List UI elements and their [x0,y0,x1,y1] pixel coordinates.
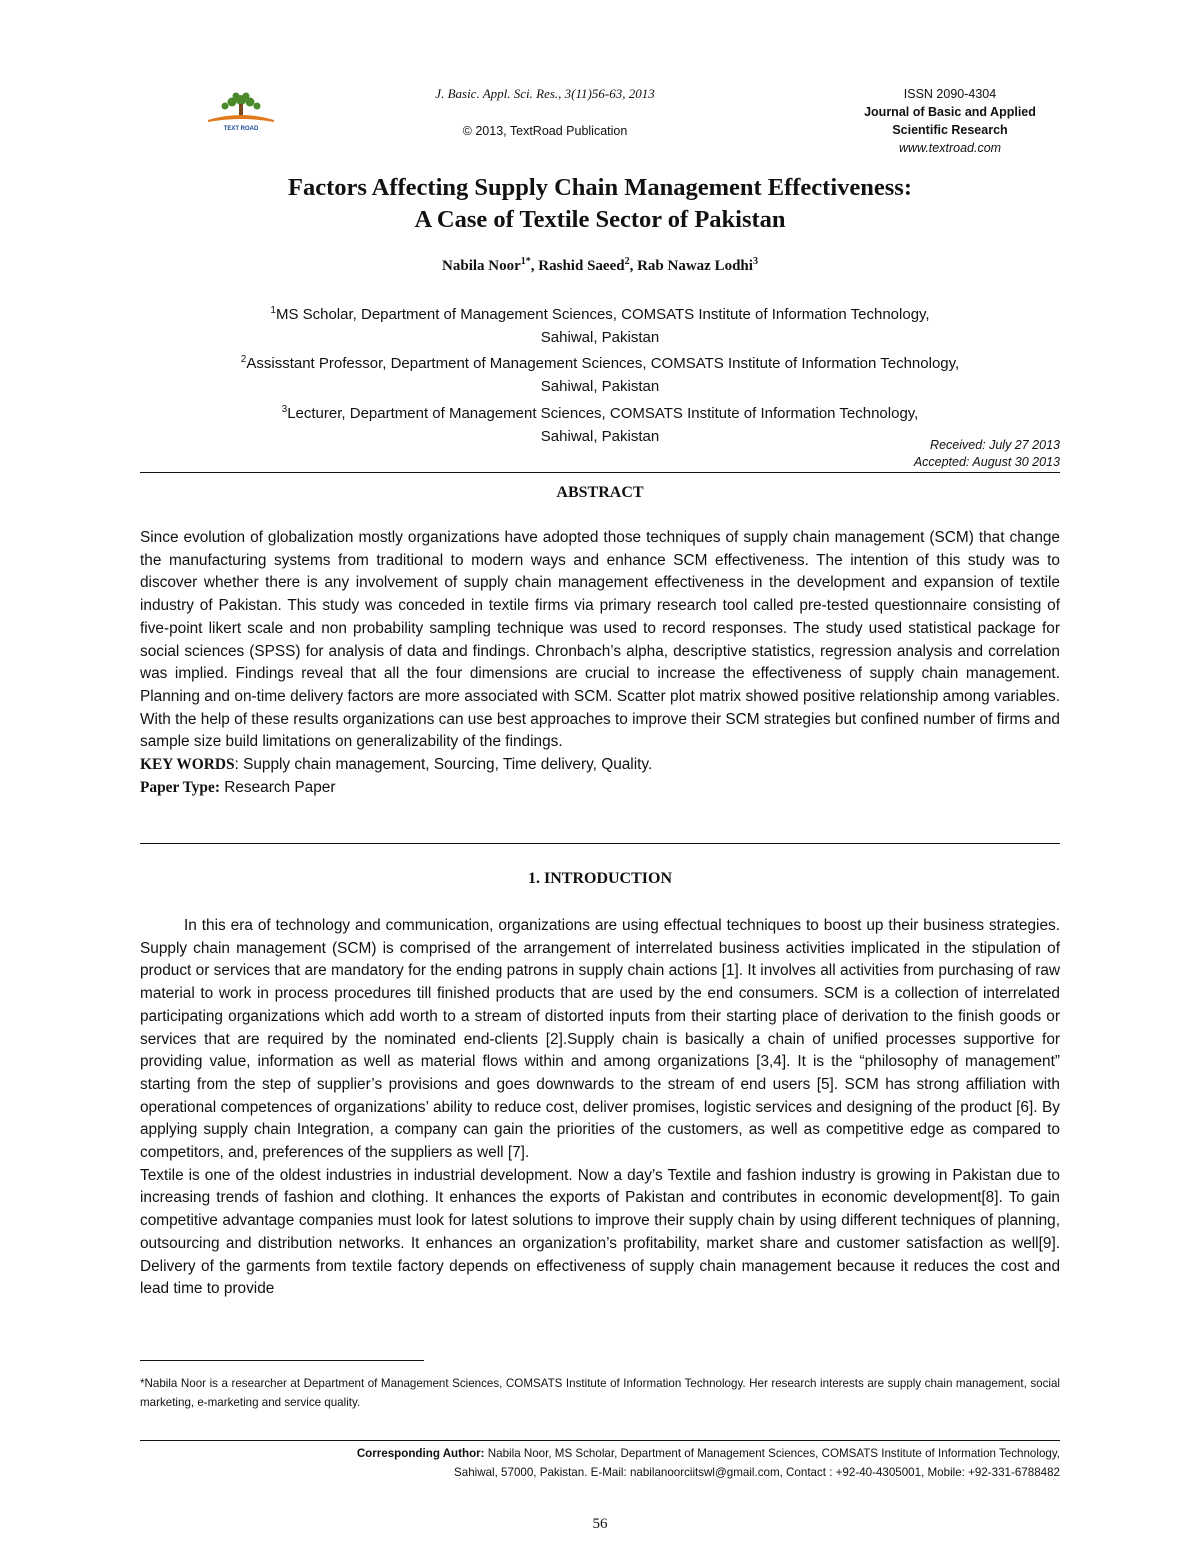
affiliation-mark: 1 [270,305,276,316]
title-line-1: Factors Affecting Supply Chain Management Effectiveness: [287,174,912,201]
corresponding-author [140,1444,1060,1482]
affiliation-mark: 3 [281,403,288,415]
author-1-mark: 1* [520,256,531,267]
issn: ISSN 2090-4304 [903,87,997,101]
author-separator: , [530,258,539,274]
affiliation-2-city: Sahiwal, Pakistan [540,378,660,396]
corresponding-line-1 [140,1444,1060,1463]
author-1: Nabila Noor [442,258,521,274]
keywords-label: KEY WORDS [140,756,235,774]
footnote-rule [140,1360,424,1361]
affiliation-text: Assisstant Professor, Department of Management Sciences, COMSATS Institute of Information Technology, [246,355,960,373]
corresponding-text: Nabila Noor, MS Scholar, Department of Management Sciences, COMSATS Institute of Information Technology, [484,1447,1060,1460]
abstract-heading: ABSTRACT [556,484,644,501]
introduction-paragraph-2: Textile is one of the oldest industries in industrial development. Now a day’s Textile and fashion industry is growing in Pakistan due to increasing trends of fashion and clothing. It enhances the exports of Pakistan and contributes in economic development[8]. To gain competitive advantage companies must look for latest solutions to improve their supply chain by using different techniques of planning, outsourcing and distribution networks. It enhances an organization’s profitability, market share and customer satisfaction as well[9]. Delivery of the garments from textile factory depends on effectiveness of supply chain management because it reduces the cost and lead time to provide [140,1166,1060,1298]
author-2: Rashid Saeed [538,258,625,274]
paper-title [140,172,1060,236]
copyright-line: © 2013, TextRoad Publication [462,124,628,138]
journal-name-line2: Scientific Research [892,123,1008,137]
title-line-2: A Case of Textile Sector of Pakistan [414,206,786,233]
affiliation-1-city: Sahiwal, Pakistan [540,328,660,346]
keywords-line [140,754,1060,777]
journal-name: Journal of Basic and Applied [864,105,1036,119]
accepted-date: Accepted: August 30 2013 [913,455,1060,469]
author-3: Rab Nawaz Lodhi [637,258,753,274]
divider-corresponding [140,1440,1060,1441]
author-list [140,256,1060,275]
affiliation-text: Lecturer, Department of Management Sciences, COMSATS Institute of Information Technology, [287,404,919,422]
divider-top [140,472,1060,473]
submission-dates [760,437,1060,471]
affiliation-2 [140,349,1060,376]
affiliation-3-city: Sahiwal, Pakistan [540,427,660,445]
journal-website[interactable]: www.textroad.com [898,141,1002,155]
keywords-text: : Supply chain management, Sourcing, Time delivery, Quality. [234,756,653,774]
affiliation-mark: 2 [240,354,247,366]
paper-type-line [140,777,1060,800]
divider-abstract [140,843,1060,844]
author-3-mark: 3 [752,256,758,267]
abstract-text: Since evolution of globalization mostly organizations have adopted those techniques of supply chain management (SCM) that change the manufacturing systems from traditional to modern ways and enhance SCM effectiveness. The intention of this study was to discover whether there is any involvement of supply chain management effectiveness in the development and expansion of textile industry of Pakistan. This study was conceded in textile firms via primary research tool called pre-tested questionnaire consisting of five-point likert scale and non probability sampling technique was used to record responses. The study used statistical package for social sciences (SPSS) for analysis of data and findings. Chronbach’s alpha, descriptive statistics, regression analysis and correlation was implied. Findings reveal that all the four dimensions are crucial to increase the effectiveness of supply chain management. Planning and on-time delivery factors are more associated with SCM. Scatter plot matrix showed positive relationship among variables. With the help of these results organizations can use best approaches to improve their SCM strategies but confined number of firms and sample size build limitations on generalizability of the findings. [140,529,1060,751]
corresponding-label: Corresponding Author: [356,1447,485,1460]
affiliation-3 [140,399,1060,426]
paper-type-text: Research Paper [219,778,336,796]
logo-lettering: TEXT ROAD [223,126,259,132]
received-date: Received: July 27 2013 [930,438,1060,452]
introduction-paragraph-1: In this era of technology and communication, organizations are using effectual techniques to boost up their business strategies. Supply chain management (SCM) is comprised of the arrangement of interrelated business activities implicated in the stipulation of product or services that are mandatory for the ending patrons in supply chain actions [1]. It involves all activities from purchasing of raw material to work in process procedures till finished products that are used by the end consumers. SCM is a collection of interrelated participating organizations which add worth to a stream of distorted inputs from their starting place of derivation to the finish goods or services that are required by the nominated end-clients [2].Supply chain is basically a chain of unified processes supportive for providing value, information as well as material flows within and among organizations [3,4]. It is the “philosophy of management” starting from the step of supplier’s provisions and goes downwards to the stream of end users [5]. SCM has strong affiliation with operational competences of organizations’ ability to reduce cost, deliver promises, logistic services and designing of the product [6]. By applying supply chain Integration, a company can gain the priorities of the customers, as well as competitive edge as compared to competitors, and, preferences of the suppliers as well [7]. [140,917,1060,1162]
journal-citation: J. Basic. Appl. Sci. Res., 3(11)56-63, 2013 [435,86,655,101]
affiliation-1 [140,300,1060,327]
paper-type-label: Paper Type: [140,778,220,796]
abstract-body [140,527,1060,799]
corresponding-line-2: Sahiwal, 57000, Pakistan. E-Mail: nabilanoorciitswl@gmail.com, Contact : +92-40-4305001, Mobile: +92-331-6788482 [454,1466,1060,1479]
journal-info-block [800,85,1100,157]
affiliations [140,300,1060,448]
affiliation-text: MS Scholar, Department of Management Sciences, COMSATS Institute of Information Technology, [275,306,930,323]
page-number: 56 [592,1516,608,1532]
author-2-mark: 2 [624,256,630,267]
author-separator: , [629,258,638,274]
introduction-body [140,915,1060,1301]
author-footnote: *Nabila Noor is a researcher at Department of Management Sciences, COMSATS Institute of Information Technology. Her research interests are supply chain management, social marketing, e-marketing and service quality. [140,1377,1060,1409]
introduction-heading: 1. INTRODUCTION [527,870,672,887]
textroad-logo [196,90,286,132]
